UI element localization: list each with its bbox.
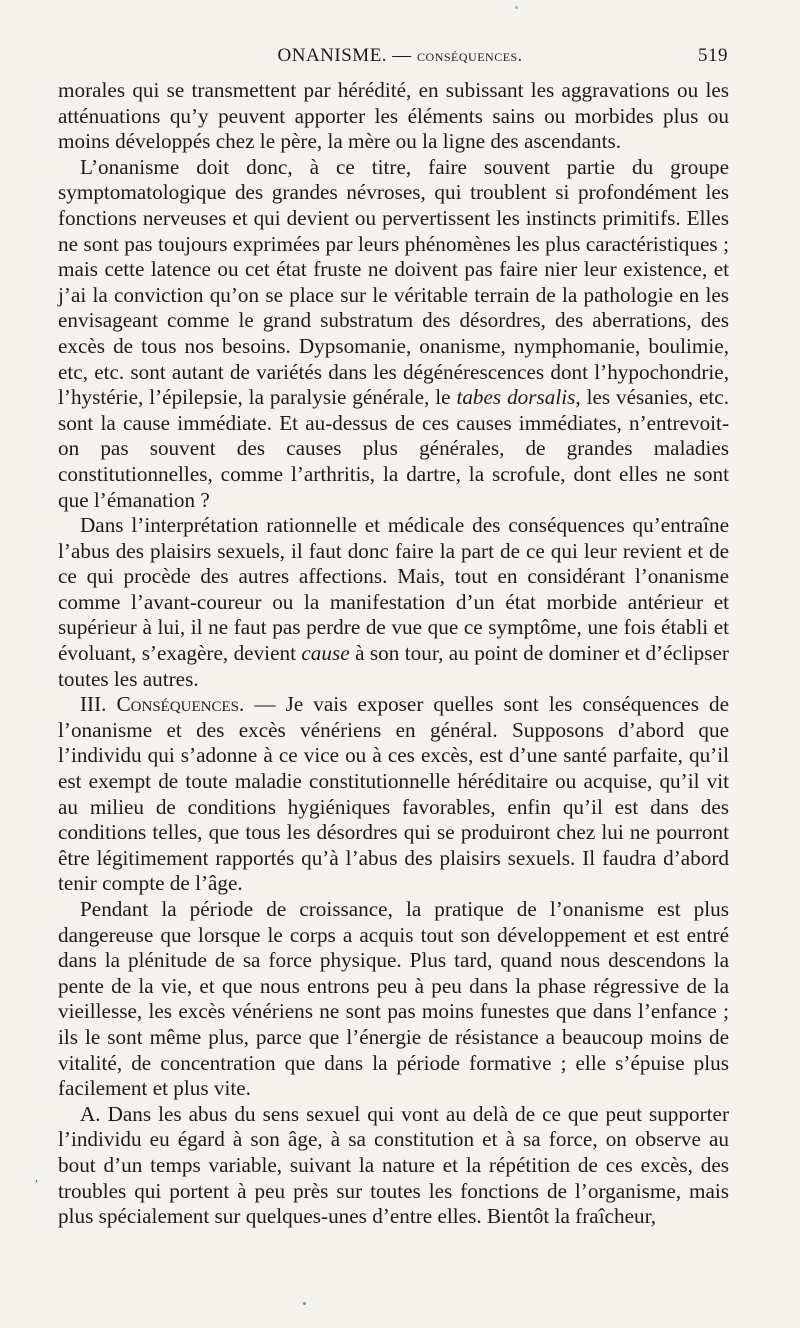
margin-mark: , [35,1170,38,1184]
paragraph [58,155,729,513]
section-heading: Conséquences [116,692,240,717]
paragraph [58,78,729,155]
paragraph-text: L’onanisme doit donc, à ce titre, faire souvent partie du groupe symptomatologique des grandes névroses, qui troublent si profondément les fonctions nerveuses et qui devient ou pervertissent les instincts primitifs. Elles ne sont pas toujours exprimées par leurs phénomènes les plus caractéristiques ; mais cette latence ou cet état fruste ne doivent pas faire nier leur existence, et j’ai la conviction qu’on se place sur le véritable terrain de la pathologie en les envisageant comme le grand substratum des désordres, des aberrations, des excès de tous nos besoins. Dypsomanie, onanisme, nymphomanie, boulimie, etc, etc. sont autant de variétés dans les dégénérescences dont l’hypochondrie, l’hystérie, l’épilepsie, la paralysie générale, le [58,154,729,410]
page-number: 519 [698,45,728,66]
paragraph [58,513,729,692]
paper-speck [515,6,518,9]
paragraph-text: , les vésanies, etc. sont la cause immédiate. Et au-dessus de ces causes immédiates, n’entrevoit-on pas souvent des causes plus générales, de grandes maladies constitutionnelles, comme l’arthritis, la dartre, la scrofule, dont elles ne sont que l’émanation ? [58,385,730,512]
running-title-main: ONANISME. [277,45,388,66]
paragraph-text: A. Dans les abus du sens sexuel qui vont au delà de ce que peut supporter l’individu eu égard à son âge, à sa constitution et à sa force, on observe au bout d’un temps variable, suivant la nature et la répétition de ces excès, des troubles qui portent à peu près sur toutes les fonctions de l’organisme, mais plus spécialement sur quelques-unes d’entre elles. Bientôt la fraîcheur, [58,1101,729,1229]
running-header [60,45,740,75]
paragraph-text: Dans l’interprétation rationnelle et médicale des conséquences qu’entraîne l’abus des plaisirs sexuels, il faut donc faire la part de ce qui leur revient et de ce qui procède des autres affections. Mais, tout en considérant l’onanisme comme l’avant-coureur ou la manifestation d’un état morbide antérieur et supérieur à lui, il ne faut pas perdre de vue que ce symptôme, une fois établi et évoluant, s’exagère, devient [58,513,729,666]
running-title-dash: — [387,45,418,66]
body-text [58,78,729,1230]
italic-text: cause [301,641,350,666]
paragraph-text: morales qui se transmettent par hérédité, en subissant les aggravations ou les atténuations qu’y peuvent apporter les éléments sains ou morbides plus ou moins développés chez le père, la mère ou la ligne des ascendants. [58,78,729,154]
paragraph-text: . — Je vais exposer quelles sont les conséquences de l’onanisme et des excès vénériens en général. Supposons d’abord que l’individu qui s’adonne à ce vice ou à ces excès, est d’une santé parfaite, qu’il est exempt de toute maladie constitutionnelle héréditaire ou acquise, qu’il vit au milieu de conditions hygiéniques favorables, enfin qu’il est dans des conditions telles, que tous les désordres qui se produiront chez lui ne pourront être légitimement rapportés qu’à l’abus des plaisirs sexuels. Il faudra d’abord tenir compte de l’âge. [58,692,729,896]
paragraph-text: Pendant la période de croissance, la pratique de l’onanisme est plus dangereuse que lorsque le corps a acquis tout son développement et est entré dans la plénitude de sa force physique. Plus tard, quand nous descendons la pente de la vie, et que nous entrons peu à peu dans la phase régressive de la vieillesse, les excès vénériens ne sont pas moins funestes que dans l’enfance ; ils le sont même plus, parce que l’énergie de résistance a beaucoup moins de vitalité, de concentration que dans la période formative ; elle s’épuise plus facilement et plus vite. [58,897,729,1101]
running-title [60,45,740,67]
italic-text: tabes dorsalis [456,385,576,410]
paragraph [58,692,729,897]
paragraph-text: à son tour, au point de dominer et d’éclipser toutes les autres. [58,641,729,691]
paragraph [58,1102,729,1230]
running-title-sub: conséquences. [417,46,523,65]
paper-speck-bottom [303,1302,306,1305]
paragraph-text: III. [80,692,117,717]
paragraph [58,897,729,1102]
